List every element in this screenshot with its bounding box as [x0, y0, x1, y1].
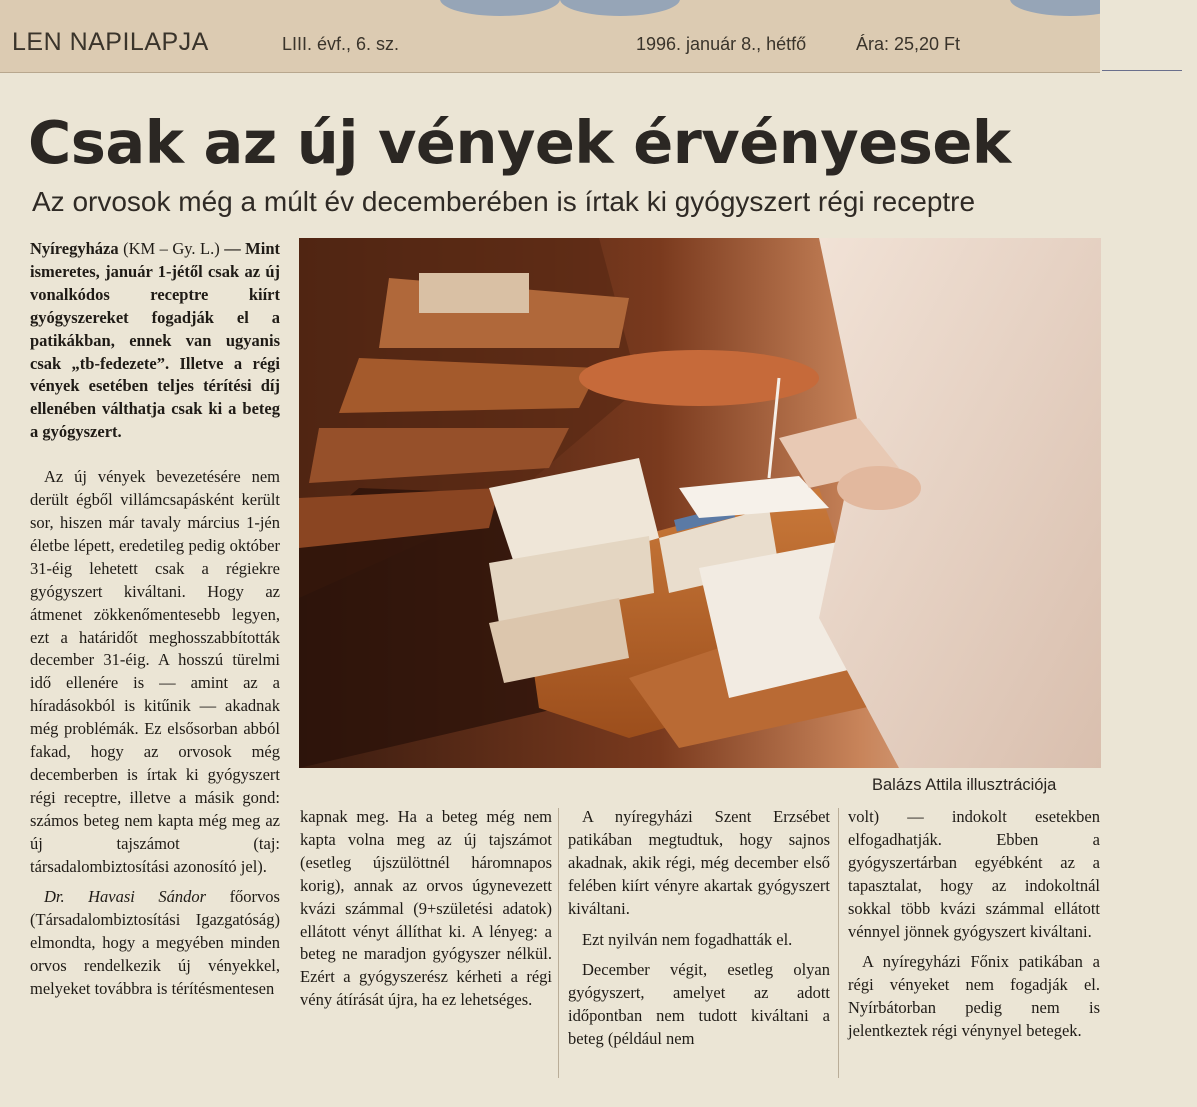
issue-volume: LIII. évf., 6. sz. — [282, 34, 400, 54]
issue-date: 1996. január 8., hétfő — [636, 34, 807, 54]
lead-byline: (KM – Gy. L.) — [123, 239, 220, 258]
paragraph: volt) — indokolt esetekben elfogadhatják. Ebben a gyógyszertárban egyébként az a tapasztalat, hogy az indokoltnál sokkal több kvázi számmal ellátott vénnyel jönnek gyógyszert kiváltani. — [848, 807, 1100, 941]
paragraph: Az új vények bevezetésére nem derült égből villámcsapásként került sor, hiszen már tavaly március 1-jén életbe lépett, eredetileg pedig október 31-éig lehetett csak a régiekre gyógyszert kiváltani. Hogy az átmenet zökkenőmentesebb legyen, ezt a határidőt meghosszabbították december 31-éig. A hosszú türelmi idő ellenére is — amint az a híradásokból is kitűnik — akadnak még problémák. Ez elsősorban abból fakad, hogy az orvosok még decemberben is írtak ki gyógyszert régi receptre, illetve a másik gond: számos beteg nem kapta még meg az új tajszámot (taj: társadalombiztosítási azonosító jel). — [30, 467, 280, 876]
paper-name: LEN NAPILAPJA — [12, 28, 209, 56]
column-divider — [838, 808, 839, 1078]
column-divider — [558, 808, 559, 1078]
issue-price: Ára: 25,20 Ft — [856, 34, 961, 54]
article-photo — [299, 238, 1101, 768]
paragraph: kapnak meg. Ha a beteg még nem kapta volna meg az új tajszámot (esetleg újszülöttnél háromnapos korig), annak az orvos úgynevezett kvázi számmal (9+születési adatok) ellátott vényt állíthat ki. A lényeg: a beteg ne maradjon gyógyszer nélkül. Ezért a gyógyszerész kérheti a régi vény átírását újra, ha ez lehetséges. — [300, 807, 552, 1010]
masthead-decoration — [560, 0, 680, 16]
paragraph — [30, 886, 280, 1001]
masthead-decoration — [440, 0, 560, 16]
quoted-person: Dr. Havasi Sándor — [44, 887, 207, 907]
masthead — [0, 0, 1100, 73]
lead-place: Nyíregyháza — [30, 239, 119, 258]
article-column-4 — [848, 806, 1100, 1043]
article-column-2 — [300, 806, 552, 1012]
masthead-decoration — [1010, 0, 1100, 16]
article-subheadline: Az orvosok még a múlt év decemberében is írtak ki gyógyszert régi receptre — [32, 186, 976, 217]
paragraph-text: főorvos (Társadalombiztosítási Igazgatóság) elmondta, hogy a megyében minden orvos rendelkezik új vényekkel, melyeket továbbra is térítésmentesen — [30, 887, 280, 999]
lead-text: — Mint ismeretes, január 1-jétől csak az új vonalkódos receptre kiírt gyógyszereket fogadják el a patikákban, ennek van ugyanis csak „tb-fedezete”. Illetve a régi vények esetében teljes térítési díj ellenében válthatja csak ki a beteg a gyógyszert. — [30, 239, 280, 442]
photo-credit: Balázs Attila illusztrációja — [872, 776, 1057, 794]
article-column-1 — [30, 238, 280, 1001]
side-rule — [1102, 70, 1182, 71]
article-column-3 — [568, 806, 830, 1051]
paragraph: December végit, esetleg olyan gyógyszert, amelyet az adott időpontban nem tudott kiváltani a beteg (például nem — [568, 960, 830, 1049]
paragraph: A nyíregyházi Szent Erzsébet patikában megtudtuk, hogy sajnos akadnak, akik régi, még december első felében kiírt vényre akartak gyógyszert kiváltani. — [568, 807, 830, 918]
paragraph: A nyíregyházi Főnix patikában a régi vényeket nem fogadják el. Nyírbátorban pedig nem is jelentkeztek régi vénynyel betegek. — [848, 952, 1100, 1041]
paragraph: Ezt nyilván nem fogadhatták el. — [582, 929, 793, 949]
article-headline: Csak az új vények érvényesek — [28, 108, 1011, 177]
pharmacy-counter-photo — [299, 238, 1101, 768]
article-lead — [30, 238, 280, 444]
